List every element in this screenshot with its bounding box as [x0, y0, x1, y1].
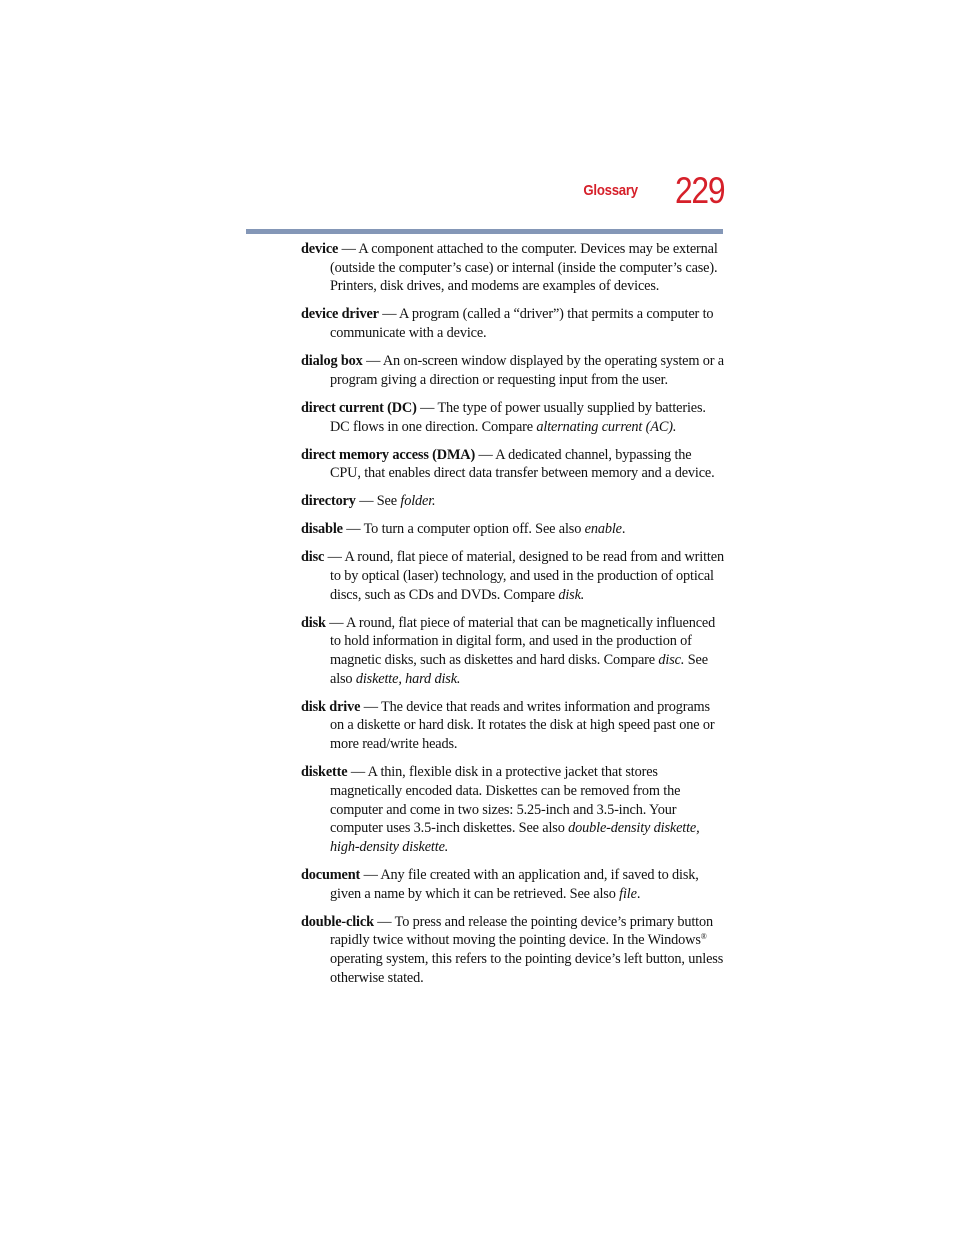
entry-term: device	[301, 241, 339, 257]
entry-definition-continued: See also	[330, 652, 708, 687]
registered-mark: ®	[700, 932, 707, 942]
entry-cross-reference: diskette, hard disk.	[355, 670, 461, 687]
glossary-entry-dialog-box	[301, 352, 725, 389]
entry-term: device driver	[301, 306, 379, 323]
glossary-entries	[301, 240, 725, 997]
entry-term: diskette	[301, 764, 348, 781]
entry-term: disk drive	[301, 698, 361, 715]
glossary-entry-disc	[301, 548, 725, 604]
entry-definition: — A round, flat piece of material that can be magnetically influenced to hold information in digital form, and used in the production of magnetic disks, such as diskettes and hard disks. Compare	[325, 614, 716, 669]
entry-definition: — See	[355, 493, 401, 510]
entry-definition-end: .	[621, 521, 626, 538]
entry-definition-end: .	[636, 885, 641, 902]
glossary-entry-directory	[301, 492, 725, 511]
glossary-entry-document	[301, 866, 725, 903]
glossary-entry-disk	[301, 614, 725, 689]
entry-cross-reference: double-density diskette, high-density diskette.	[330, 820, 700, 855]
entry-term: document	[301, 866, 361, 883]
glossary-entry-direct-memory-access	[301, 446, 725, 483]
entry-term: direct current (DC)	[301, 399, 417, 416]
entry-cross-reference: folder.	[400, 493, 436, 510]
glossary-entry-disk-drive	[301, 698, 725, 754]
section-title: Glossary	[583, 182, 638, 199]
entry-definition: — Any file created with an application and, if saved to disk, given a name by which it can be retrieved. See also	[330, 866, 699, 902]
entry-definition-continued: operating system, this refers to the pointing device’s left button, unless otherwise stated.	[330, 951, 724, 986]
entry-definition: — A component attached to the computer. Devices may be external (outside the computer’s case) or internal (inside the computer’s case). Printers, disk drives, and modems are examples of devices.	[330, 241, 718, 295]
glossary-entry-direct-current	[301, 399, 725, 436]
page-number: 229	[674, 170, 724, 211]
entry-definition: — To turn a computer option off. See also	[342, 521, 585, 538]
entry-term: double-click	[301, 913, 374, 930]
entry-term: direct memory access (DMA)	[301, 446, 476, 463]
glossary-entry-device-driver	[301, 305, 725, 342]
glossary-entry-disable	[301, 520, 725, 539]
entry-definition: — A dedicated channel, bypassing the CPU, that enables direct data transfer between memory and a device.	[330, 446, 715, 482]
page-header	[560, 170, 724, 220]
entry-cross-reference: disc.	[658, 652, 685, 669]
entry-definition: — The type of power usually supplied by batteries. DC flows in one direction. Compare	[330, 399, 706, 435]
entry-definition: — A thin, flexible disk in a protective jacket that stores magnetically encoded data. Diskettes can be removed from the computer and come in two sizes: 5.25-inch and 3.5-inch. Your computer uses 3.5-inch diskettes. See also	[330, 764, 681, 837]
entry-term: disk	[301, 614, 326, 631]
entry-term: disc	[301, 549, 325, 566]
entry-definition: — A round, flat piece of material, designed to be read from and written to by optical (laser) technology, and used in the production of optical discs, such as CDs and DVDs. Compare	[324, 549, 724, 603]
entry-cross-reference: enable	[584, 521, 622, 538]
entry-cross-reference: file	[619, 885, 637, 902]
glossary-entry-device	[301, 240, 725, 296]
glossary-entry-diskette	[301, 763, 725, 857]
header-rule	[246, 229, 723, 234]
entry-definition: — A program (called a “driver”) that permits a computer to communicate with a device.	[330, 306, 714, 342]
entry-cross-reference: disk.	[558, 586, 585, 603]
entry-definition: — The device that reads and writes information and programs on a diskette or hard disk. It rotates the disk at high speed past one or more read/write heads.	[330, 698, 715, 753]
entry-term: directory	[301, 493, 356, 510]
entry-cross-reference: alternating current (AC).	[536, 418, 677, 435]
entry-term: dialog box	[301, 353, 363, 370]
entry-term: disable	[301, 521, 343, 538]
glossary-entry-double-click	[301, 913, 725, 988]
entry-definition: — To press and release the pointing device’s primary button rapidly twice without moving the pointing device. In the Windows	[330, 913, 714, 949]
entry-definition: — An on-screen window displayed by the operating system or a program giving a direction or requesting input from the user.	[330, 353, 724, 388]
